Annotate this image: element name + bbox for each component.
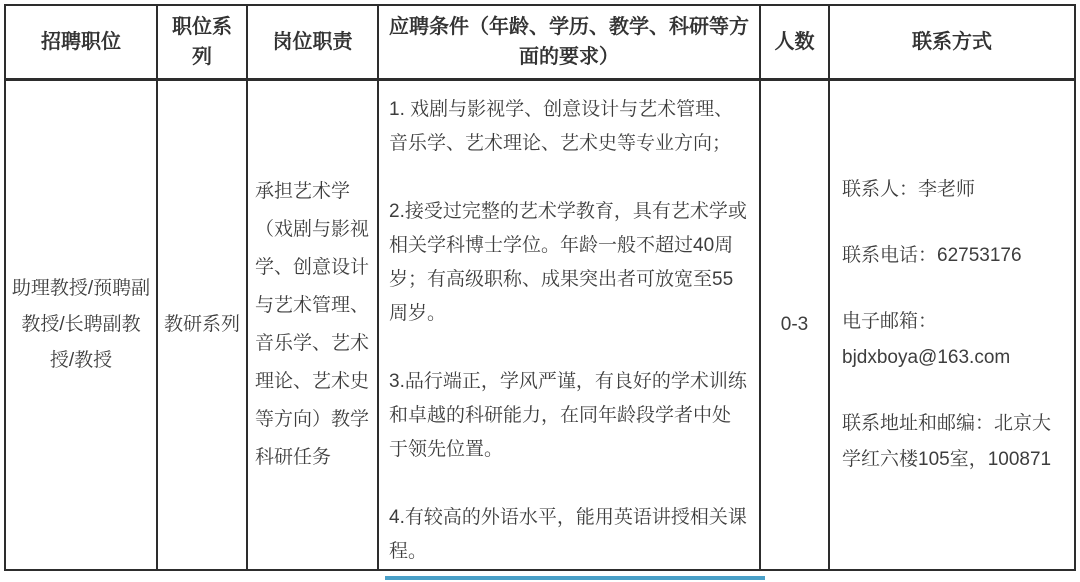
header-position: 招聘职位 [6,6,158,78]
cell-position: 助理教授/预聘副教授/长聘副教授/教授 [6,81,158,569]
header-duties: 岗位职责 [248,6,379,78]
recruitment-table [4,4,1076,571]
duties-text: 承担艺术学（戏剧与影视学、创意设计与艺术管理、音乐学、艺术理论、艺术史等方向）教学科研任务 [255,181,370,468]
requirement-item-4: 4.有较高的外语水平，能用英语讲授相关课程。 [389,507,747,562]
cell-contact [830,81,1074,569]
cell-duties [248,81,379,569]
header-series: 职位系列 [158,6,248,78]
contact-email: 电子邮箱：bjdxboya@163.com [842,311,1011,368]
table-row [6,81,1074,569]
contact-person: 联系人：李老师 [842,179,976,200]
requirement-item-3: 3.品行端正，学风严谨，有良好的学术训练和卓越的科研能力，在同年龄段学者中处于领先位置。 [389,371,747,460]
header-contact: 联系方式 [912,31,992,53]
header-headcount: 人数 [761,6,830,78]
requirement-item-1: 1. 戏剧与影视学、创意设计与艺术管理、音乐学、艺术理论、艺术史等专业方向； [389,99,734,154]
table-header-row [6,6,1074,81]
cell-requirements [379,81,761,569]
header-requirements: 应聘条件（年龄、学历、教学、科研等方面的要求） [379,6,761,78]
contact-address: 联系地址和邮编：北京大学红六楼105室，100871 [842,413,1052,470]
cell-headcount: 0-3 [761,81,830,569]
bottom-accent-line [385,576,765,580]
contact-phone: 联系电话：62753176 [842,245,1022,266]
requirement-item-2: 2.接受过完整的艺术学教育，具有艺术学或相关学科博士学位。年龄一般不超过40周岁；有高级职称、成果突出者可放宽至55周岁。 [389,201,747,324]
cell-series: 教研系列 [158,81,248,569]
